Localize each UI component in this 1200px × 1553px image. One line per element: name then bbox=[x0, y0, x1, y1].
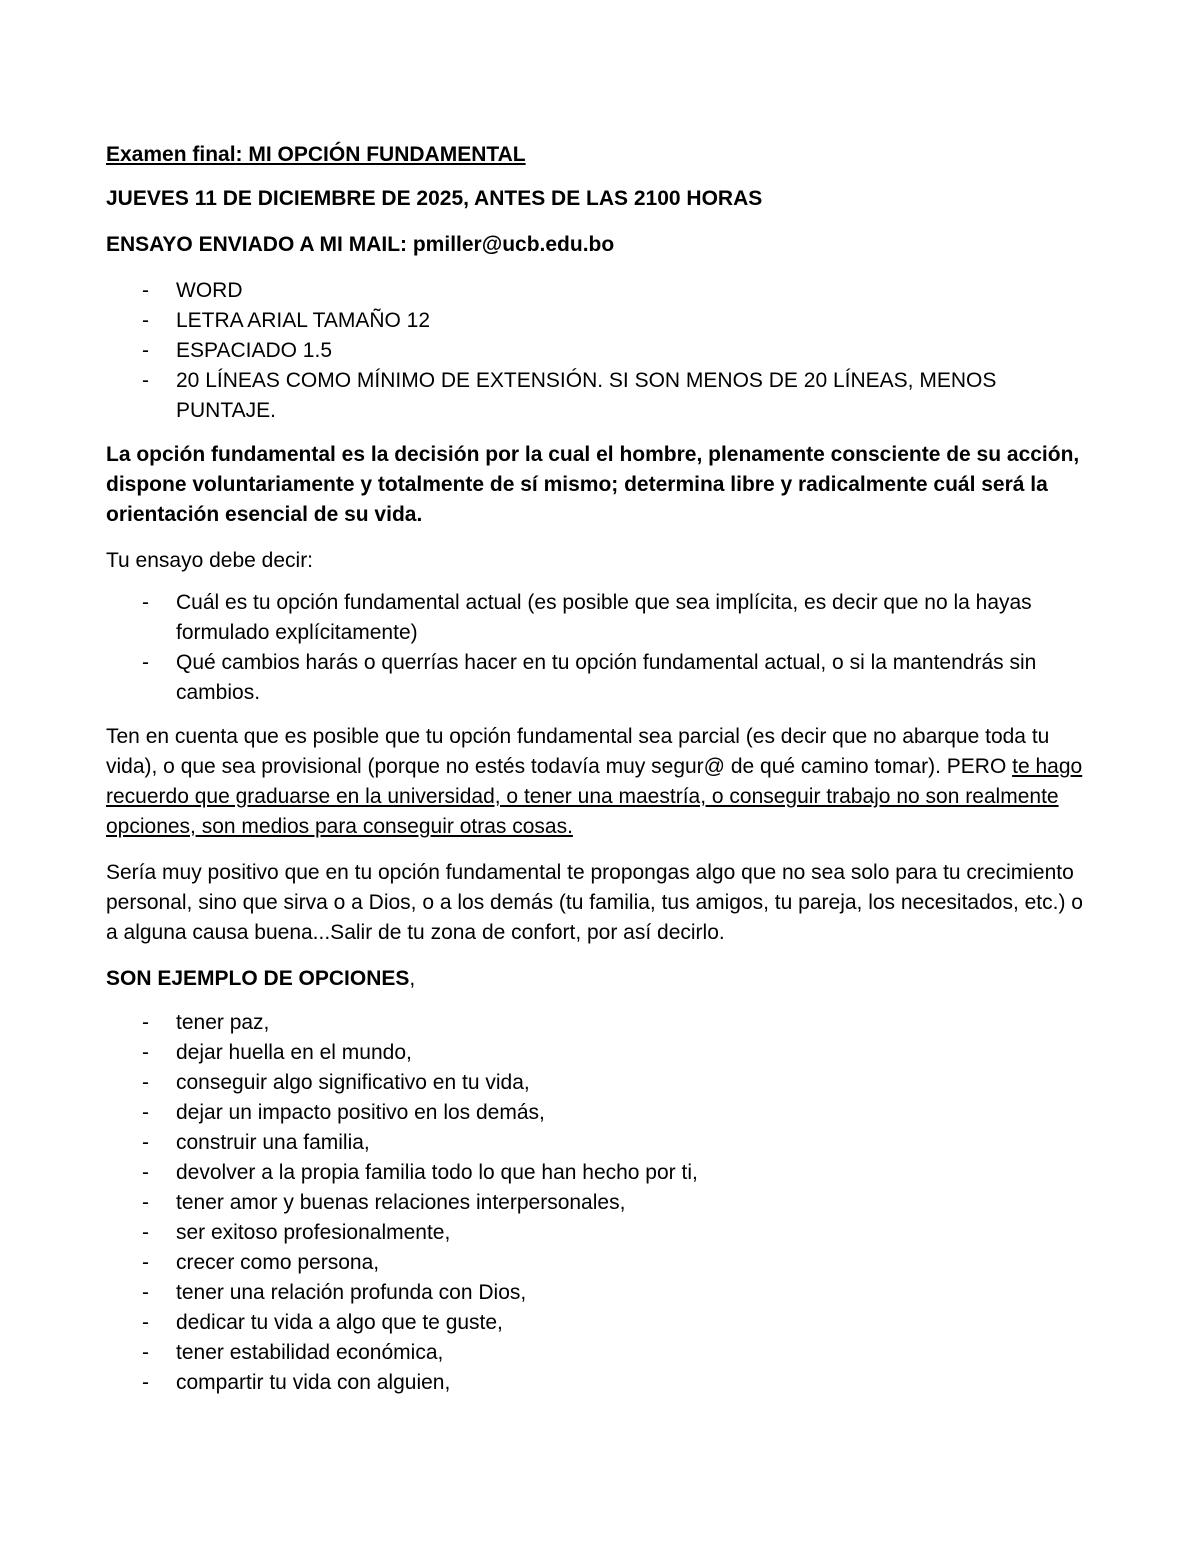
list-item: - construir una familia, bbox=[106, 1128, 1096, 1158]
list-item: - dejar un impacto positivo en los demás, bbox=[106, 1098, 1096, 1128]
examples-heading-text: SON EJEMPLO DE OPCIONES bbox=[106, 967, 410, 990]
list-item: - dejar huella en el mundo, bbox=[106, 1038, 1096, 1068]
list-item: - tener amor y buenas relaciones interpersonales, bbox=[106, 1188, 1096, 1218]
list-item: - devolver a la propia familia todo lo que han hecho por ti, bbox=[106, 1158, 1096, 1188]
list-item: - Qué cambios harás o querrías hacer en tu opción fundamental actual, o si la mantendrás sin cambios. bbox=[106, 648, 1096, 708]
essay-intro: Tu ensayo debe decir: bbox=[106, 549, 314, 572]
list-item: - conseguir algo significativo en tu vida, bbox=[106, 1068, 1096, 1098]
list-item: - crecer como persona, bbox=[106, 1248, 1096, 1278]
list-item: - ser exitoso profesionalmente, bbox=[106, 1218, 1096, 1248]
list-item: - WORD bbox=[106, 276, 1096, 306]
examples-heading bbox=[106, 964, 1096, 994]
suggestion-paragraph: Sería muy positivo que en tu opción fundamental te propongas algo que no sea solo para tu crecimiento personal, sino que sirva o a Dios, o a los demás (tu familia, tus amigos, tu pareja, los necesitados, etc.) o a alguna causa buena...Salir de tu zona de confort, por así decirlo. bbox=[106, 861, 1083, 944]
deadline-line: JUEVES 11 DE DICIEMBRE DE 2025, ANTES DE LAS 2100 HORAS bbox=[106, 187, 763, 210]
note-paragraph bbox=[106, 722, 1096, 842]
list-item: - tener una relación profunda con Dios, bbox=[106, 1278, 1096, 1308]
list-item: - Cuál es tu opción fundamental actual (es posible que sea implícita, es decir que no la hayas formulado explícitamente) bbox=[106, 588, 1096, 648]
document-title: Examen final: MI OPCIÓN FUNDAMENTAL bbox=[106, 143, 526, 166]
list-item: - 20 LÍNEAS COMO MÍNIMO DE EXTENSIÓN. SI SON MENOS DE 20 LÍNEAS, MENOS PUNTAJE. bbox=[106, 366, 1096, 426]
mail-line: ENSAYO ENVIADO A MI MAIL: pmiller@ucb.edu.bo bbox=[106, 233, 615, 256]
examples-heading-suffix: , bbox=[409, 967, 416, 990]
note-underlined-text: te hago recuerdo que graduarse en la universidad, o tener una maestría, o conseguir trabajo no son realmente opciones, son medios para conseguir otras cosas. bbox=[106, 755, 1083, 838]
examples-list bbox=[106, 1008, 1096, 1398]
essay-requirements-list bbox=[106, 588, 1096, 708]
list-item: - tener paz, bbox=[106, 1008, 1096, 1038]
format-requirements-list bbox=[106, 276, 1096, 426]
list-item: - LETRA ARIAL TAMAÑO 12 bbox=[106, 306, 1096, 336]
document-body bbox=[106, 140, 1096, 1412]
note-text: Ten en cuenta que es posible que tu opción fundamental sea parcial (es decir que no abarque toda tu vida), o que sea provisional (porque no estés todavía muy segur@ de qué camino tomar). PERO bbox=[106, 725, 1050, 778]
definition-paragraph: La opción fundamental es la decisión por la cual el hombre, plenamente consciente de su acción, dispone voluntariamente y totalmente de sí mismo; determina libre y radicalmente cuál será la orientación esencial de su vida. bbox=[106, 443, 1080, 526]
list-item: - compartir tu vida con alguien, bbox=[106, 1368, 1096, 1398]
list-item: - tener estabilidad económica, bbox=[106, 1338, 1096, 1368]
list-item: - ESPACIADO 1.5 bbox=[106, 336, 1096, 366]
list-item: - dedicar tu vida a algo que te guste, bbox=[106, 1308, 1096, 1338]
